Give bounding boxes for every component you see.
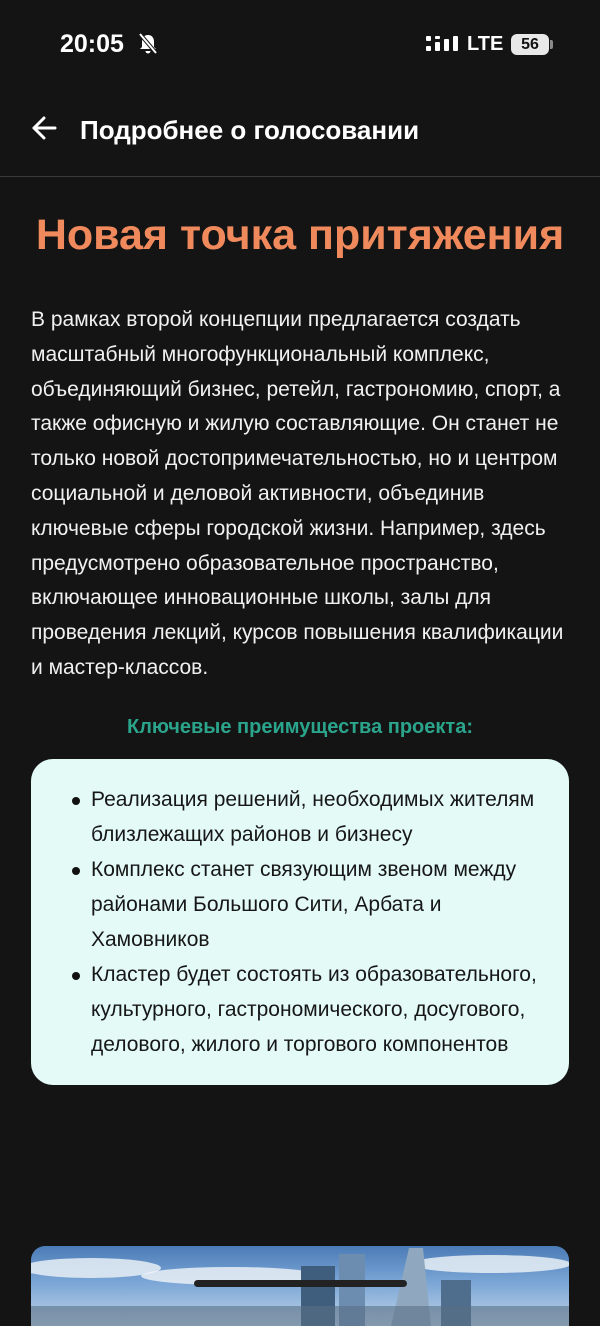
arrow-left-icon — [31, 116, 57, 145]
list-item — [61, 852, 543, 957]
benefits-list — [61, 782, 543, 1062]
app-bar — [0, 90, 600, 177]
page-title: Подробнее о голосовании — [80, 115, 420, 145]
benefit-text: Реализация решений, необходимых жителям близлежащих районов и бизнесу — [91, 787, 535, 846]
benefit-text: Кластер будет состоять из образовательного, культурного, гастрономического, досугового, делового, жилого и торгового компонентов — [91, 962, 537, 1056]
article-headline: Новая точка притяжения — [35, 211, 565, 259]
battery-tip — [550, 40, 553, 49]
battery-level: 56 — [511, 34, 549, 55]
home-indicator[interactable] — [194, 1280, 407, 1287]
bullet-icon — [72, 867, 80, 875]
bullet-icon — [72, 972, 80, 980]
network-type: LTE — [467, 33, 504, 55]
status-time: 20:05 — [60, 30, 124, 58]
list-item — [61, 957, 543, 1062]
benefits-heading: Ключевые преимущества проекта: — [127, 715, 473, 738]
list-item — [61, 782, 543, 852]
bell-off-icon — [138, 33, 158, 60]
benefits-card — [31, 759, 569, 1085]
signal-icon — [426, 36, 460, 59]
article — [0, 177, 600, 1085]
status-bar — [0, 0, 600, 90]
benefit-text: Комплекс станет связующим звеном между районами Большого Сити, Арбата и Хамовников — [91, 857, 517, 951]
bullet-icon — [72, 797, 80, 805]
article-body: В рамках второй концепции предлагается создать масштабный многофункциональный комплекс, объединяющий бизнес, ретейл, гастрономию, спорт, а также офисную и жилую составляющие. Он станет не только новой достопримечательностью, но и центром социальной и деловой активности, объединив ключевые сферы городской жизни. Например, здесь предусмотрено образовательное пространство, включающее инновационные школы, залы для проведения лекций, курсов повышения квалификации и мастер-классов. — [31, 308, 564, 679]
back-button[interactable] — [22, 108, 66, 152]
